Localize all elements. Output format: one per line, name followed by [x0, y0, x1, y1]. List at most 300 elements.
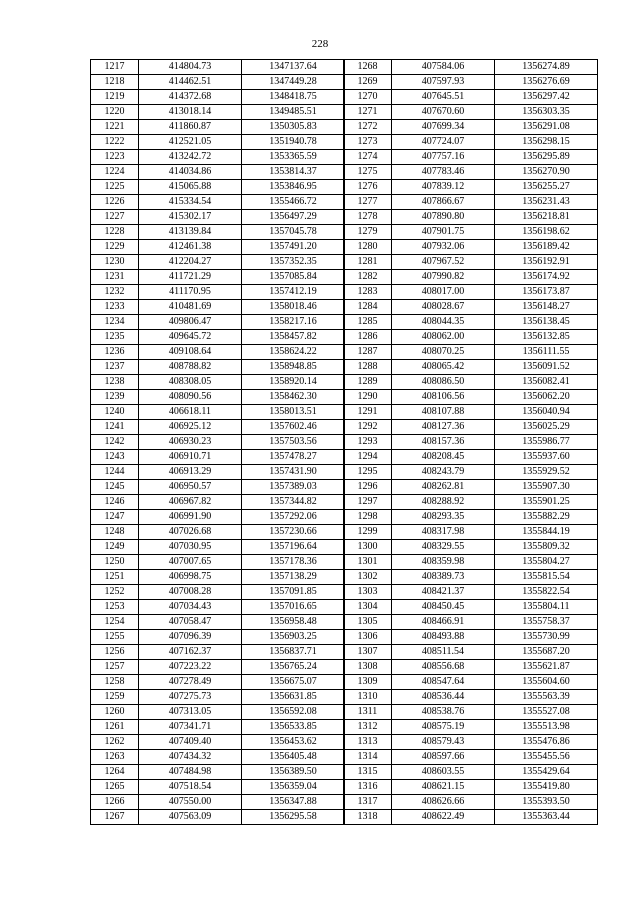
table-row [91, 705, 345, 720]
table-row [344, 630, 598, 645]
table-row [91, 210, 345, 225]
x-coordinate-cell: 407563.09 [139, 810, 242, 825]
point-number-cell: 1218 [91, 75, 139, 90]
table-row [344, 780, 598, 795]
y-coordinate-cell: 1357352.35 [242, 255, 345, 270]
y-coordinate-cell: 1350305.83 [242, 120, 345, 135]
y-coordinate-cell: 1356631.85 [242, 690, 345, 705]
point-number-cell: 1273 [344, 135, 392, 150]
table-row [91, 255, 345, 270]
point-number-cell: 1222 [91, 135, 139, 150]
y-coordinate-cell: 1356298.15 [495, 135, 598, 150]
point-number-cell: 1309 [344, 675, 392, 690]
point-number-cell: 1279 [344, 225, 392, 240]
table-row [344, 735, 598, 750]
x-coordinate-cell: 412461.38 [139, 240, 242, 255]
table-row [344, 660, 598, 675]
point-number-cell: 1241 [91, 420, 139, 435]
table-row [344, 150, 598, 165]
x-coordinate-cell: 408547.64 [392, 675, 495, 690]
point-number-cell: 1223 [91, 150, 139, 165]
x-coordinate-cell: 406618.11 [139, 405, 242, 420]
point-number-cell: 1318 [344, 810, 392, 825]
table-row [344, 105, 598, 120]
y-coordinate-cell: 1355804.27 [495, 555, 598, 570]
point-number-cell: 1315 [344, 765, 392, 780]
table-row [91, 660, 345, 675]
table-row [344, 405, 598, 420]
y-coordinate-cell: 1357045.78 [242, 225, 345, 240]
table-row [344, 480, 598, 495]
y-coordinate-cell: 1355758.37 [495, 615, 598, 630]
x-coordinate-cell: 408243.79 [392, 465, 495, 480]
y-coordinate-cell: 1357178.36 [242, 555, 345, 570]
y-coordinate-cell: 1356405.48 [242, 750, 345, 765]
x-coordinate-cell: 408788.82 [139, 360, 242, 375]
table-row [344, 600, 598, 615]
point-number-cell: 1296 [344, 480, 392, 495]
x-coordinate-cell: 408157.36 [392, 435, 495, 450]
x-coordinate-cell: 414462.51 [139, 75, 242, 90]
point-number-cell: 1253 [91, 600, 139, 615]
y-coordinate-cell: 1356138.45 [495, 315, 598, 330]
table-row [91, 795, 345, 810]
table-row [91, 810, 345, 825]
table-row [91, 690, 345, 705]
y-coordinate-cell: 1347137.64 [242, 60, 345, 75]
point-number-cell: 1234 [91, 315, 139, 330]
table-row [91, 510, 345, 525]
x-coordinate-cell: 408359.98 [392, 555, 495, 570]
table-row [344, 495, 598, 510]
table-row [91, 375, 345, 390]
point-number-cell: 1271 [344, 105, 392, 120]
table-row [344, 210, 598, 225]
point-number-cell: 1294 [344, 450, 392, 465]
x-coordinate-cell: 408106.56 [392, 390, 495, 405]
point-number-cell: 1287 [344, 345, 392, 360]
point-number-cell: 1219 [91, 90, 139, 105]
x-coordinate-cell: 407278.49 [139, 675, 242, 690]
x-coordinate-cell: 413018.14 [139, 105, 242, 120]
y-coordinate-cell: 1357138.29 [242, 570, 345, 585]
table-row [344, 180, 598, 195]
x-coordinate-cell: 407670.60 [392, 105, 495, 120]
x-coordinate-cell: 412204.27 [139, 255, 242, 270]
y-coordinate-cell: 1356173.87 [495, 285, 598, 300]
table-row [344, 705, 598, 720]
table-row [91, 165, 345, 180]
table-row [91, 135, 345, 150]
x-coordinate-cell: 407839.12 [392, 180, 495, 195]
y-coordinate-cell: 1357412.19 [242, 285, 345, 300]
point-number-cell: 1306 [344, 630, 392, 645]
y-coordinate-cell: 1356837.71 [242, 645, 345, 660]
x-coordinate-cell: 407434.32 [139, 750, 242, 765]
y-coordinate-cell: 1355907.30 [495, 480, 598, 495]
y-coordinate-cell: 1355513.98 [495, 720, 598, 735]
table-row [344, 90, 598, 105]
x-coordinate-cell: 407783.46 [392, 165, 495, 180]
table-row [91, 75, 345, 90]
table-row [91, 495, 345, 510]
x-coordinate-cell: 407645.51 [392, 90, 495, 105]
table-row [344, 270, 598, 285]
x-coordinate-cell: 415065.88 [139, 180, 242, 195]
y-coordinate-cell: 1357344.82 [242, 495, 345, 510]
x-coordinate-cell: 409108.64 [139, 345, 242, 360]
y-coordinate-cell: 1356192.91 [495, 255, 598, 270]
point-number-cell: 1265 [91, 780, 139, 795]
y-coordinate-cell: 1356025.29 [495, 420, 598, 435]
table-row [344, 255, 598, 270]
x-coordinate-cell: 407518.54 [139, 780, 242, 795]
point-number-cell: 1220 [91, 105, 139, 120]
point-number-cell: 1236 [91, 345, 139, 360]
table-row [344, 345, 598, 360]
table-row [344, 555, 598, 570]
point-number-cell: 1301 [344, 555, 392, 570]
y-coordinate-cell: 1355822.54 [495, 585, 598, 600]
y-coordinate-cell: 1357478.27 [242, 450, 345, 465]
y-coordinate-cell: 1356903.25 [242, 630, 345, 645]
y-coordinate-cell: 1355809.32 [495, 540, 598, 555]
point-number-cell: 1312 [344, 720, 392, 735]
point-number-cell: 1243 [91, 450, 139, 465]
x-coordinate-cell: 408536.44 [392, 690, 495, 705]
x-coordinate-cell: 407484.98 [139, 765, 242, 780]
y-coordinate-cell: 1355393.50 [495, 795, 598, 810]
x-coordinate-cell: 408293.35 [392, 510, 495, 525]
x-coordinate-cell: 408450.45 [392, 600, 495, 615]
y-coordinate-cell: 1356297.42 [495, 90, 598, 105]
y-coordinate-cell: 1357016.65 [242, 600, 345, 615]
point-number-cell: 1257 [91, 660, 139, 675]
y-coordinate-cell: 1356958.48 [242, 615, 345, 630]
x-coordinate-cell: 411170.95 [139, 285, 242, 300]
table-row [91, 780, 345, 795]
point-number-cell: 1295 [344, 465, 392, 480]
point-number-cell: 1302 [344, 570, 392, 585]
x-coordinate-cell: 413139.84 [139, 225, 242, 240]
y-coordinate-cell: 1349485.51 [242, 105, 345, 120]
y-coordinate-cell: 1356765.24 [242, 660, 345, 675]
x-coordinate-cell: 407584.06 [392, 60, 495, 75]
point-number-cell: 1258 [91, 675, 139, 690]
table-row [344, 420, 598, 435]
point-number-cell: 1262 [91, 735, 139, 750]
table-row [91, 735, 345, 750]
coordinates-table-left [90, 59, 345, 825]
x-coordinate-cell: 407008.28 [139, 585, 242, 600]
y-coordinate-cell: 1356274.89 [495, 60, 598, 75]
x-coordinate-cell: 406913.29 [139, 465, 242, 480]
y-coordinate-cell: 1356359.04 [242, 780, 345, 795]
x-coordinate-cell: 408127.36 [392, 420, 495, 435]
point-number-cell: 1316 [344, 780, 392, 795]
y-coordinate-cell: 1355986.77 [495, 435, 598, 450]
x-coordinate-cell: 408421.37 [392, 585, 495, 600]
x-coordinate-cell: 410481.69 [139, 300, 242, 315]
x-coordinate-cell: 415334.54 [139, 195, 242, 210]
point-number-cell: 1250 [91, 555, 139, 570]
x-coordinate-cell: 408626.66 [392, 795, 495, 810]
x-coordinate-cell: 407341.71 [139, 720, 242, 735]
point-number-cell: 1233 [91, 300, 139, 315]
y-coordinate-cell: 1353365.59 [242, 150, 345, 165]
x-coordinate-cell: 408288.92 [392, 495, 495, 510]
x-coordinate-cell: 407030.95 [139, 540, 242, 555]
table-row [344, 285, 598, 300]
x-coordinate-cell: 408329.55 [392, 540, 495, 555]
x-coordinate-cell: 407901.75 [392, 225, 495, 240]
table-row [344, 465, 598, 480]
table-row [91, 285, 345, 300]
y-coordinate-cell: 1357085.84 [242, 270, 345, 285]
x-coordinate-cell: 408538.76 [392, 705, 495, 720]
point-number-cell: 1248 [91, 525, 139, 540]
y-coordinate-cell: 1356148.27 [495, 300, 598, 315]
x-coordinate-cell: 414034.86 [139, 165, 242, 180]
y-coordinate-cell: 1353814.37 [242, 165, 345, 180]
x-coordinate-cell: 411721.29 [139, 270, 242, 285]
table-row [91, 630, 345, 645]
point-number-cell: 1245 [91, 480, 139, 495]
point-number-cell: 1317 [344, 795, 392, 810]
point-number-cell: 1267 [91, 810, 139, 825]
x-coordinate-cell: 408062.00 [392, 330, 495, 345]
y-coordinate-cell: 1355687.20 [495, 645, 598, 660]
y-coordinate-cell: 1356255.27 [495, 180, 598, 195]
page-number: 228 [311, 38, 329, 50]
point-number-cell: 1266 [91, 795, 139, 810]
coordinates-table-left-body [91, 60, 345, 825]
y-coordinate-cell: 1356231.43 [495, 195, 598, 210]
point-number-cell: 1221 [91, 120, 139, 135]
point-number-cell: 1313 [344, 735, 392, 750]
x-coordinate-cell: 407597.93 [392, 75, 495, 90]
x-coordinate-cell: 407162.37 [139, 645, 242, 660]
y-coordinate-cell: 1357389.03 [242, 480, 345, 495]
y-coordinate-cell: 1356675.07 [242, 675, 345, 690]
y-coordinate-cell: 1355429.64 [495, 765, 598, 780]
table-row [344, 165, 598, 180]
y-coordinate-cell: 1356497.29 [242, 210, 345, 225]
point-number-cell: 1230 [91, 255, 139, 270]
x-coordinate-cell: 408090.56 [139, 390, 242, 405]
x-coordinate-cell: 406930.23 [139, 435, 242, 450]
table-row [344, 60, 598, 75]
x-coordinate-cell: 411860.87 [139, 120, 242, 135]
x-coordinate-cell: 408017.00 [392, 285, 495, 300]
table-row [91, 60, 345, 75]
y-coordinate-cell: 1356189.42 [495, 240, 598, 255]
table-row [344, 750, 598, 765]
point-number-cell: 1281 [344, 255, 392, 270]
y-coordinate-cell: 1356111.55 [495, 345, 598, 360]
table-row [344, 315, 598, 330]
x-coordinate-cell: 408262.81 [392, 480, 495, 495]
table-row [344, 510, 598, 525]
y-coordinate-cell: 1355844.19 [495, 525, 598, 540]
y-coordinate-cell: 1357230.66 [242, 525, 345, 540]
table-row [344, 525, 598, 540]
table-row [91, 750, 345, 765]
point-number-cell: 1232 [91, 285, 139, 300]
point-number-cell: 1292 [344, 420, 392, 435]
table-row [344, 75, 598, 90]
x-coordinate-cell: 407223.22 [139, 660, 242, 675]
x-coordinate-cell: 408044.35 [392, 315, 495, 330]
table-row [344, 135, 598, 150]
table-row [91, 600, 345, 615]
y-coordinate-cell: 1357196.64 [242, 540, 345, 555]
x-coordinate-cell: 414804.73 [139, 60, 242, 75]
y-coordinate-cell: 1355621.87 [495, 660, 598, 675]
y-coordinate-cell: 1357091.85 [242, 585, 345, 600]
point-number-cell: 1238 [91, 375, 139, 390]
table-row [91, 555, 345, 570]
point-number-cell: 1284 [344, 300, 392, 315]
point-number-cell: 1305 [344, 615, 392, 630]
x-coordinate-cell: 407275.73 [139, 690, 242, 705]
y-coordinate-cell: 1355730.99 [495, 630, 598, 645]
y-coordinate-cell: 1358018.46 [242, 300, 345, 315]
table-row [91, 345, 345, 360]
x-coordinate-cell: 407890.80 [392, 210, 495, 225]
table-row [91, 675, 345, 690]
y-coordinate-cell: 1356295.58 [242, 810, 345, 825]
table-row [91, 315, 345, 330]
x-coordinate-cell: 406910.71 [139, 450, 242, 465]
x-coordinate-cell: 407034.43 [139, 600, 242, 615]
x-coordinate-cell: 407096.39 [139, 630, 242, 645]
y-coordinate-cell: 1355882.29 [495, 510, 598, 525]
x-coordinate-cell: 406991.90 [139, 510, 242, 525]
x-coordinate-cell: 407007.65 [139, 555, 242, 570]
point-number-cell: 1255 [91, 630, 139, 645]
y-coordinate-cell: 1357602.46 [242, 420, 345, 435]
coordinates-table-right-body [344, 60, 598, 825]
point-number-cell: 1299 [344, 525, 392, 540]
point-number-cell: 1275 [344, 165, 392, 180]
y-coordinate-cell: 1355937.60 [495, 450, 598, 465]
table-row [91, 330, 345, 345]
point-number-cell: 1277 [344, 195, 392, 210]
table-row [91, 540, 345, 555]
x-coordinate-cell: 409806.47 [139, 315, 242, 330]
x-coordinate-cell: 407313.05 [139, 705, 242, 720]
y-coordinate-cell: 1355563.39 [495, 690, 598, 705]
x-coordinate-cell: 406967.82 [139, 495, 242, 510]
table-row [344, 330, 598, 345]
y-coordinate-cell: 1356453.62 [242, 735, 345, 750]
table-row [344, 585, 598, 600]
point-number-cell: 1293 [344, 435, 392, 450]
x-coordinate-cell: 409645.72 [139, 330, 242, 345]
y-coordinate-cell: 1356276.69 [495, 75, 598, 90]
point-number-cell: 1239 [91, 390, 139, 405]
point-number-cell: 1264 [91, 765, 139, 780]
coordinates-table-right [343, 59, 598, 825]
y-coordinate-cell: 1355804.11 [495, 600, 598, 615]
x-coordinate-cell: 408493.88 [392, 630, 495, 645]
x-coordinate-cell: 407409.40 [139, 735, 242, 750]
point-number-cell: 1300 [344, 540, 392, 555]
y-coordinate-cell: 1356040.94 [495, 405, 598, 420]
x-coordinate-cell: 407866.67 [392, 195, 495, 210]
x-coordinate-cell: 408086.50 [392, 375, 495, 390]
y-coordinate-cell: 1358457.82 [242, 330, 345, 345]
table-row [91, 720, 345, 735]
point-number-cell: 1314 [344, 750, 392, 765]
x-coordinate-cell: 413242.72 [139, 150, 242, 165]
table-row [91, 90, 345, 105]
x-coordinate-cell: 408389.73 [392, 570, 495, 585]
x-coordinate-cell: 408065.42 [392, 360, 495, 375]
table-row [344, 195, 598, 210]
x-coordinate-cell: 407932.06 [392, 240, 495, 255]
table-row [344, 225, 598, 240]
table-row [344, 675, 598, 690]
point-number-cell: 1246 [91, 495, 139, 510]
x-coordinate-cell: 408208.45 [392, 450, 495, 465]
y-coordinate-cell: 1347449.28 [242, 75, 345, 90]
point-number-cell: 1237 [91, 360, 139, 375]
point-number-cell: 1272 [344, 120, 392, 135]
y-coordinate-cell: 1357292.06 [242, 510, 345, 525]
y-coordinate-cell: 1355815.54 [495, 570, 598, 585]
x-coordinate-cell: 408107.88 [392, 405, 495, 420]
x-coordinate-cell: 408575.19 [392, 720, 495, 735]
point-number-cell: 1303 [344, 585, 392, 600]
point-number-cell: 1270 [344, 90, 392, 105]
x-coordinate-cell: 408621.15 [392, 780, 495, 795]
table-row [344, 375, 598, 390]
y-coordinate-cell: 1355363.44 [495, 810, 598, 825]
table-row [91, 765, 345, 780]
y-coordinate-cell: 1356295.89 [495, 150, 598, 165]
point-number-cell: 1249 [91, 540, 139, 555]
point-number-cell: 1283 [344, 285, 392, 300]
table-row [91, 180, 345, 195]
table-row [344, 240, 598, 255]
x-coordinate-cell: 408317.98 [392, 525, 495, 540]
table-row [344, 435, 598, 450]
x-coordinate-cell: 407757.16 [392, 150, 495, 165]
x-coordinate-cell: 408597.66 [392, 750, 495, 765]
y-coordinate-cell: 1356389.50 [242, 765, 345, 780]
point-number-cell: 1285 [344, 315, 392, 330]
table-row [344, 690, 598, 705]
point-number-cell: 1263 [91, 750, 139, 765]
point-number-cell: 1268 [344, 60, 392, 75]
point-number-cell: 1276 [344, 180, 392, 195]
y-coordinate-cell: 1355466.72 [242, 195, 345, 210]
point-number-cell: 1260 [91, 705, 139, 720]
y-coordinate-cell: 1358217.16 [242, 315, 345, 330]
x-coordinate-cell: 407026.68 [139, 525, 242, 540]
point-number-cell: 1256 [91, 645, 139, 660]
y-coordinate-cell: 1358920.14 [242, 375, 345, 390]
table-row [91, 615, 345, 630]
y-coordinate-cell: 1355419.80 [495, 780, 598, 795]
y-coordinate-cell: 1355604.60 [495, 675, 598, 690]
point-number-cell: 1311 [344, 705, 392, 720]
x-coordinate-cell: 408511.54 [392, 645, 495, 660]
y-coordinate-cell: 1358948.85 [242, 360, 345, 375]
point-number-cell: 1282 [344, 270, 392, 285]
